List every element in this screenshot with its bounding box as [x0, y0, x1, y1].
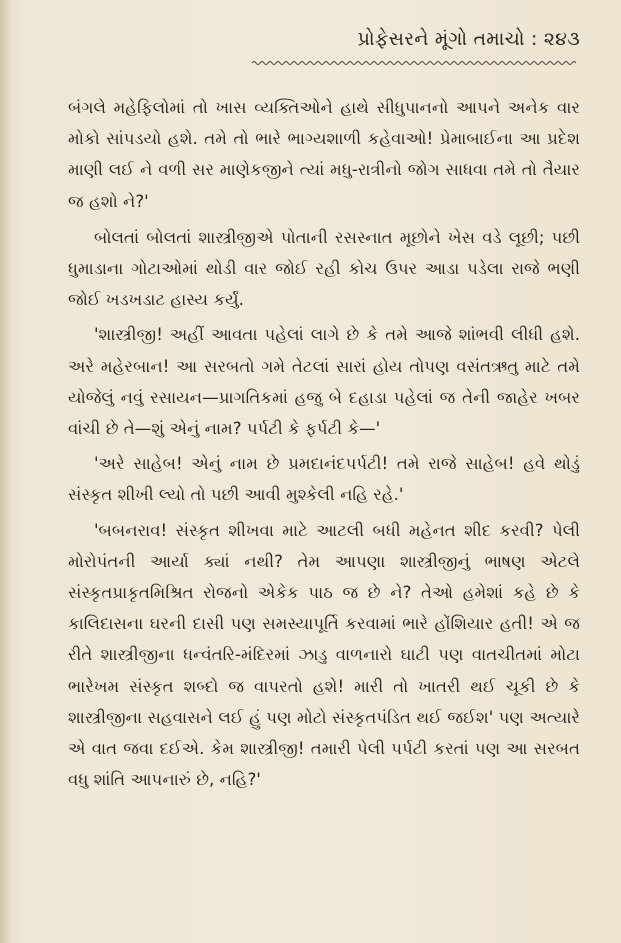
body-text	[68, 92, 580, 795]
binding-shadow	[0, 0, 10, 943]
paragraph-4: 'અરે સાહેબ! એનું નામ છે પ્રમદાનંદપર્પટી! તમે રાજે સાહેબ! હવે થોડું સંસ્કૃત શીખી લ્યો તો પછી આવી મુશ્કેલી નહિ રહે.'	[68, 454, 580, 505]
running-header: પ્રોફેસરને મૂંગો તમાચો : ૨૪૩	[357, 28, 580, 50]
paragraph-3: 'શાસ્ત્રીજી! અહીં આવતા પહેલાં લાગે છે કે તમે આજે શાંભવી લીધી હશે. અરે મહેરબાન! આ સરબતો ગમે તેટલાં સારાં હોય તોપણ વસંતઋતુ માટે તમે યોજેલું નવું રસાયન—પ્રાગતિકમાં હજુ બે દહાડા પહેલાં જ તેની જાહેર ખબર વાંચી છે તે—શું એનું નામ? પર્પટી કે ફર્પટી કે—'	[68, 325, 580, 439]
paragraph-1: બંગલે મહેફિલોમાં તો ખાસ વ્યક્તિઓને હાથે સીધુપાનનો આપને અનેક વાર મોકો સાંપડયો હશે. તમે તો ભારે ભાગ્યશાળી કહેવાઓ! પ્રેમાબાઈના આ પ્રદેશ માણી લઈ ને વળી સર માણેકજીને ત્યાં મધુ-રાત્રીનો જોગ સાધવા તમે તો તૈયાર જ હશો ને?'	[68, 98, 580, 211]
paragraph-2: બોલતાં બોલતાં શાસ્ત્રીજીએ પોતાની રસસ્નાત મૂછોને ખેસ વડે લૂછી; પછી ધુમાડાના ગોટાઓમાં થોડી વાર જોઈ રહી કોચ ઉપર આડા પડેલા રાજે ભણી જોઈ ખડખડાટ હાસ્ય કર્યું.	[68, 227, 580, 310]
paragraph-5: 'બબનરાવ! સંસ્કૃત શીખવા માટે આટલી બધી મહેનત શીદ કરવી? પેલી મોરોપંતની આર્યા ક્યાં નથી? તેમ આપણા શાસ્ત્રીજીનું ભાષણ એટલે સંસ્કૃતપ્રાકૃતમિશ્રિત રોજનો એકેક પાઠ જ છે ને? તેઓ હમેશાં કહે છે કે કાલિદાસના ઘરની દાસી પણ સમસ્યાપૂર્તિ કરવામાં ભારે હોંશિયાર હતી! એ જ રીતે શાસ્ત્રીજીના ધન્વંતરિ-મંદિરમાં ઝાડુ વાળનારો ઘાટી પણ વાતચીતમાં મોટા ભારેખમ સંસ્કૃત શબ્દો જ વાપરતો હશે! મારી તો ખાતરી થઈ ચૂકી છે કે શાસ્ત્રીજીના સહવાસને લઈ હું પણ મોટો સંસ્કૃતપંડિત થઈ જઈશ' પણ અત્યારે એ વાત જવા દઈએ. કેમ શાસ્ત્રીજી! તમારી પેલી પર્પટી કરતાં પણ આ સરબત વધુ શાંતિ આપનારું છે, નહિ?'	[68, 520, 580, 790]
header-wavy-rule	[252, 60, 578, 66]
